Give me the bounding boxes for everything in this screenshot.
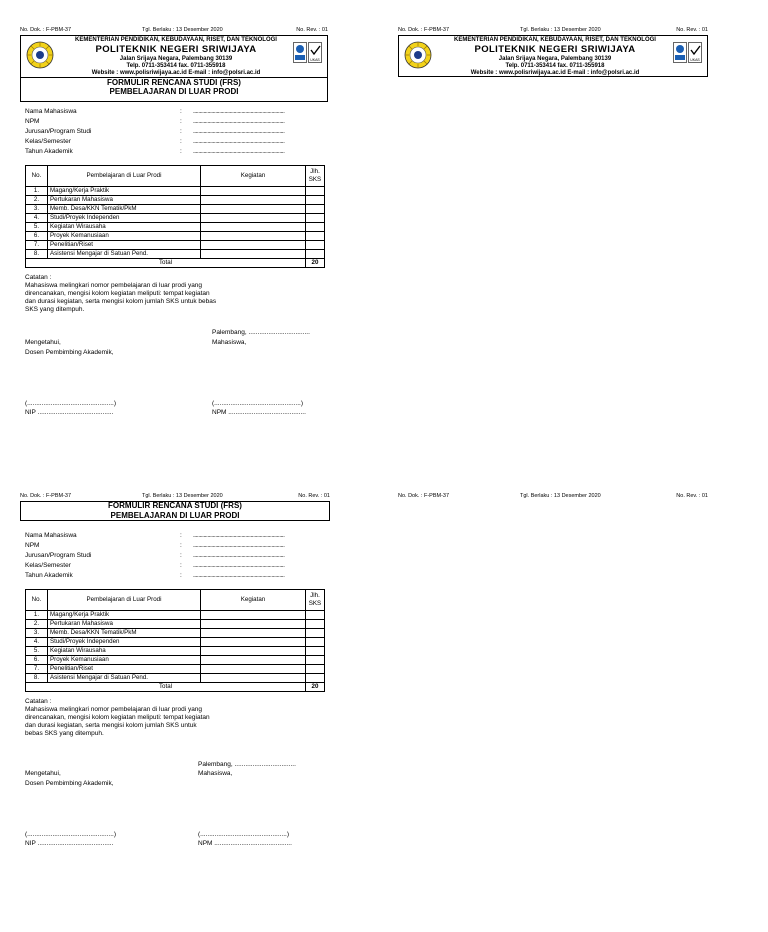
field-label: NPM [25, 118, 40, 125]
cert-label: UKAS [690, 58, 700, 62]
advisor-label: Dosen Pembimbing Akademik, [25, 349, 114, 356]
table-header-row [26, 590, 325, 611]
row-activity[interactable] [201, 187, 306, 196]
row-program: Asistensi Mengajar di Satuan Pend. [48, 250, 201, 259]
form-copy-top-left [20, 27, 328, 427]
doc-number: No. Dok. : F-PBM-37 [398, 27, 450, 33]
row-sks[interactable] [306, 241, 325, 250]
phone: Telp. 0711-353414 fax. 0711-355918 [126, 63, 226, 69]
row-sks[interactable] [306, 187, 325, 196]
field-label: Jurusan/Program Studi [25, 552, 92, 559]
revision-number: No. Rev. : 01 [296, 27, 328, 33]
web-email: Website : www.polisriwijaya.ac.id E-mail : info@polsri.ac.id [470, 70, 640, 76]
address: Jalan Srijaya Negara, Palembang 30139 [119, 56, 233, 62]
form-copy-bottom-right [398, 493, 708, 503]
total-label: Total [26, 259, 306, 268]
field-label: Nama Mahasiswa [25, 108, 77, 115]
table-row [26, 629, 325, 638]
field-colon: : [180, 128, 182, 135]
frs-table [25, 165, 325, 268]
field-row [25, 137, 325, 147]
field-colon: : [180, 148, 182, 155]
row-activity[interactable] [201, 665, 306, 674]
field-colon: : [180, 532, 182, 539]
row-activity[interactable] [201, 241, 306, 250]
row-program: Studi/Proyek Independen [48, 638, 201, 647]
field-row [25, 531, 325, 541]
field-label: Kelas/Semester [25, 562, 71, 569]
table-row [26, 214, 325, 223]
row-sks[interactable] [306, 674, 325, 683]
header-no: No. [26, 590, 48, 611]
row-program: Studi/Proyek Independen [48, 214, 201, 223]
header-sks: Jlh. SKS [306, 590, 325, 611]
total-value: 20 [306, 259, 325, 268]
field-label: Nama Mahasiswa [25, 532, 77, 539]
place-date[interactable]: Palembang, .................................. [198, 761, 296, 768]
row-no: 6. [26, 656, 48, 665]
field-colon: : [180, 562, 182, 569]
field-blank[interactable]: ...................................................................... [193, 128, 285, 135]
field-row [25, 107, 325, 117]
field-label: Jurusan/Program Studi [25, 128, 92, 135]
table-row [26, 620, 325, 629]
row-sks[interactable] [306, 620, 325, 629]
institution-logo-icon [26, 41, 54, 69]
row-activity[interactable] [201, 611, 306, 620]
table-row [26, 665, 325, 674]
field-colon: : [180, 108, 182, 115]
row-activity[interactable] [201, 674, 306, 683]
table-row [26, 187, 325, 196]
letterhead [20, 35, 328, 102]
effective-date: Tgl. Berlaku : 13 Desember 2020 [520, 27, 601, 33]
table-header-row [26, 166, 325, 187]
field-blank[interactable]: ...................................................................... [193, 552, 285, 559]
field-row [25, 117, 325, 127]
field-label: NPM [25, 542, 40, 549]
header-no: No. [26, 166, 48, 187]
table-row [26, 196, 325, 205]
form-subtitle: PEMBELAJARAN DI LUAR PRODI [110, 511, 240, 520]
row-program: Proyek Kemanusiaan [48, 656, 201, 665]
student-fields [25, 531, 325, 581]
row-sks[interactable] [306, 638, 325, 647]
row-no: 7. [26, 241, 48, 250]
certification-badge-icon [293, 42, 323, 64]
row-activity[interactable] [201, 250, 306, 259]
notes [25, 698, 210, 738]
header-activity: Kegiatan [201, 166, 306, 187]
advisor-label: Dosen Pembimbing Akademik, [25, 780, 114, 787]
student-label: Mahasiswa, [212, 339, 247, 346]
table-row [26, 205, 325, 214]
row-activity[interactable] [201, 205, 306, 214]
notes-line: Mahasiswa melingkari nomor pembelajaran di luar prodi yang [25, 282, 203, 289]
row-program: Proyek Kemanusiaan [48, 232, 201, 241]
row-sks[interactable] [306, 656, 325, 665]
row-sks[interactable] [306, 250, 325, 259]
notes-line: dan durasi kegiatan, serta mengisi kolom jumlah SKS untuk bebas [25, 298, 217, 305]
row-activity[interactable] [201, 620, 306, 629]
row-no: 4. [26, 638, 48, 647]
doc-number: No. Dok. : F-PBM-37 [20, 493, 72, 499]
row-sks[interactable] [306, 611, 325, 620]
table-total-row [26, 259, 325, 268]
row-program: Kegiatan Wirausaha [48, 223, 201, 232]
table-row [26, 647, 325, 656]
field-colon: : [180, 552, 182, 559]
field-row [25, 541, 325, 551]
place-date[interactable]: Palembang, .................................. [212, 329, 310, 336]
student-label: Mahasiswa, [198, 770, 233, 777]
field-blank[interactable]: ...................................................................... [193, 138, 285, 145]
cert-label: UKAS [310, 58, 320, 62]
table-total-row [26, 683, 325, 692]
row-no: 7. [26, 665, 48, 674]
form-subtitle: PEMBELAJARAN DI LUAR PRODI [109, 87, 239, 96]
nip-line[interactable]: NIP .......................................... [25, 409, 114, 416]
row-activity[interactable] [201, 232, 306, 241]
row-no: 4. [26, 214, 48, 223]
row-program: Memb. Desa/KKN Tematik/PkM [48, 205, 201, 214]
table-row [26, 656, 325, 665]
document-meta [20, 493, 330, 501]
institution-name: POLITEKNIK NEGERI SRIWIJAYA [474, 44, 636, 55]
revision-number: No. Rev. : 01 [676, 493, 708, 499]
form-title: FORMULIR RENCANA STUDI (FRS) [108, 501, 242, 510]
field-row [25, 571, 325, 581]
field-colon: : [180, 542, 182, 549]
certification-badge-icon [673, 42, 703, 64]
document-meta [398, 27, 708, 35]
effective-date: Tgl. Berlaku : 13 Desember 2020 [142, 493, 223, 499]
row-no: 2. [26, 620, 48, 629]
table-row [26, 250, 325, 259]
npm-line[interactable]: NPM ........................................... [198, 840, 292, 847]
acknowledged-label: Mengetahui, [25, 770, 61, 777]
row-activity[interactable] [201, 196, 306, 205]
form-copy-top-right [398, 27, 708, 87]
field-label: Kelas/Semester [25, 138, 71, 145]
field-colon: : [180, 138, 182, 145]
field-colon: : [180, 118, 182, 125]
field-blank[interactable]: ...................................................................... [193, 532, 285, 539]
field-row [25, 147, 325, 157]
notes-line: SKS yang ditempuh. [25, 306, 85, 313]
student-signature-line[interactable]: (................................................) [212, 400, 304, 407]
doc-number: No. Dok. : F-PBM-37 [20, 27, 72, 33]
row-no: 3. [26, 629, 48, 638]
row-sks[interactable] [306, 665, 325, 674]
advisor-signature-line[interactable]: (................................................) [25, 831, 117, 838]
row-no: 2. [26, 196, 48, 205]
header-program: Pembelajaran di Luar Prodi [48, 166, 201, 187]
field-blank[interactable]: ...................................................................... [193, 118, 285, 125]
row-no: 6. [26, 232, 48, 241]
row-program: Magang/Kerja Praktik [48, 611, 201, 620]
notes-line: dan durasi kegiatan, serta mengisi kolom jumlah SKS untuk [25, 722, 197, 729]
row-no: 5. [26, 647, 48, 656]
header-program: Pembelajaran di Luar Prodi [48, 590, 201, 611]
row-sks[interactable] [306, 647, 325, 656]
field-blank[interactable]: ...................................................................... [193, 572, 285, 579]
form-title-box [20, 501, 330, 521]
row-program: Asistensi Mengajar di Satuan Pend. [48, 674, 201, 683]
table-row [26, 638, 325, 647]
row-sks[interactable] [306, 196, 325, 205]
institution-name: POLITEKNIK NEGERI SRIWIJAYA [95, 44, 257, 55]
document-meta [398, 493, 708, 501]
row-program: Memb. Desa/KKN Tematik/PkM [48, 629, 201, 638]
row-activity[interactable] [201, 223, 306, 232]
header-sks: Jlh. SKS [306, 166, 325, 187]
document-meta [20, 27, 328, 35]
row-program: Penelitian/Riset [48, 665, 201, 674]
phone: Telp. 0711-353414 fax. 0711-355918 [505, 63, 605, 69]
notes-line: Mahasiswa melingkari nomor pembelajaran di luar prodi yang [25, 706, 203, 713]
effective-date: Tgl. Berlaku : 13 Desember 2020 [520, 493, 601, 499]
row-sks[interactable] [306, 223, 325, 232]
row-activity[interactable] [201, 638, 306, 647]
row-program: Penelitian/Riset [48, 241, 201, 250]
address: Jalan Srijaya Negara, Palembang 30139 [498, 56, 612, 62]
student-signature-line[interactable]: (................................................) [198, 831, 290, 838]
acknowledged-label: Mengetahui, [25, 339, 61, 346]
row-no: 8. [26, 250, 48, 259]
form-copy-bottom-left [20, 493, 330, 853]
row-no: 1. [26, 187, 48, 196]
table-row [26, 232, 325, 241]
row-sks[interactable] [306, 232, 325, 241]
row-activity[interactable] [201, 647, 306, 656]
field-blank[interactable]: ...................................................................... [193, 562, 285, 569]
frs-table [25, 589, 325, 692]
nip-line[interactable]: NIP .......................................... [25, 840, 114, 847]
header-activity: Kegiatan [201, 590, 306, 611]
notes-line: direncanakan, mengisi kolom kegiatan meliputi: tempat kegiatan [25, 714, 210, 721]
notes [25, 274, 216, 314]
advisor-signature-line[interactable]: (................................................) [25, 400, 117, 407]
ministry-name: KEMENTERIAN PENDIDIKAN, KEBUDAYAAN, RISET, DAN TEKNOLOGI [454, 37, 656, 43]
field-row [25, 551, 325, 561]
ministry-name: KEMENTERIAN PENDIDIKAN, KEBUDAYAAN, RISET, DAN TEKNOLOGI [75, 37, 277, 43]
npm-line[interactable]: NPM ........................................... [212, 409, 306, 416]
field-blank[interactable]: ...................................................................... [193, 108, 285, 115]
total-label: Total [26, 683, 306, 692]
field-row [25, 127, 325, 137]
field-label: Tahun Akademik [25, 572, 73, 579]
row-program: Pertukaran Mahasiswa [48, 196, 201, 205]
table-row [26, 241, 325, 250]
field-blank[interactable]: ...................................................................... [193, 542, 285, 549]
total-value: 20 [306, 683, 325, 692]
field-colon: : [180, 572, 182, 579]
form-title: FORMULIR RENCANA STUDI (FRS) [20, 77, 328, 87]
row-activity[interactable] [201, 629, 306, 638]
row-sks[interactable] [306, 205, 325, 214]
student-fields [25, 107, 325, 157]
row-program: Kegiatan Wirausaha [48, 647, 201, 656]
table-row [26, 674, 325, 683]
doc-number: No. Dok. : F-PBM-37 [398, 493, 450, 499]
row-no: 8. [26, 674, 48, 683]
row-activity[interactable] [201, 214, 306, 223]
row-activity[interactable] [201, 656, 306, 665]
effective-date: Tgl. Berlaku : 13 Desember 2020 [142, 27, 223, 33]
field-label: Tahun Akademik [25, 148, 73, 155]
table-row [26, 223, 325, 232]
table-row [26, 611, 325, 620]
row-program: Pertukaran Mahasiswa [48, 620, 201, 629]
notes-line: direncanakan, mengisi kolom kegiatan meliputi: tempat kegiatan [25, 290, 210, 297]
revision-number: No. Rev. : 01 [298, 493, 330, 499]
row-no: 3. [26, 205, 48, 214]
letterhead [398, 35, 708, 77]
notes-label: Catatan : [25, 698, 52, 705]
row-program: Magang/Kerja Praktik [48, 187, 201, 196]
row-no: 5. [26, 223, 48, 232]
row-sks[interactable] [306, 629, 325, 638]
revision-number: No. Rev. : 01 [676, 27, 708, 33]
row-sks[interactable] [306, 214, 325, 223]
field-row [25, 561, 325, 571]
row-no: 1. [26, 611, 48, 620]
web-email: Website : www.polisriwijaya.ac.id E-mail : info@polsri.ac.id [91, 70, 261, 76]
institution-logo-icon [404, 41, 432, 69]
notes-line: bebas SKS yang ditempuh. [25, 730, 104, 737]
notes-label: Catatan : [25, 274, 52, 281]
field-blank[interactable]: ...................................................................... [193, 148, 285, 155]
